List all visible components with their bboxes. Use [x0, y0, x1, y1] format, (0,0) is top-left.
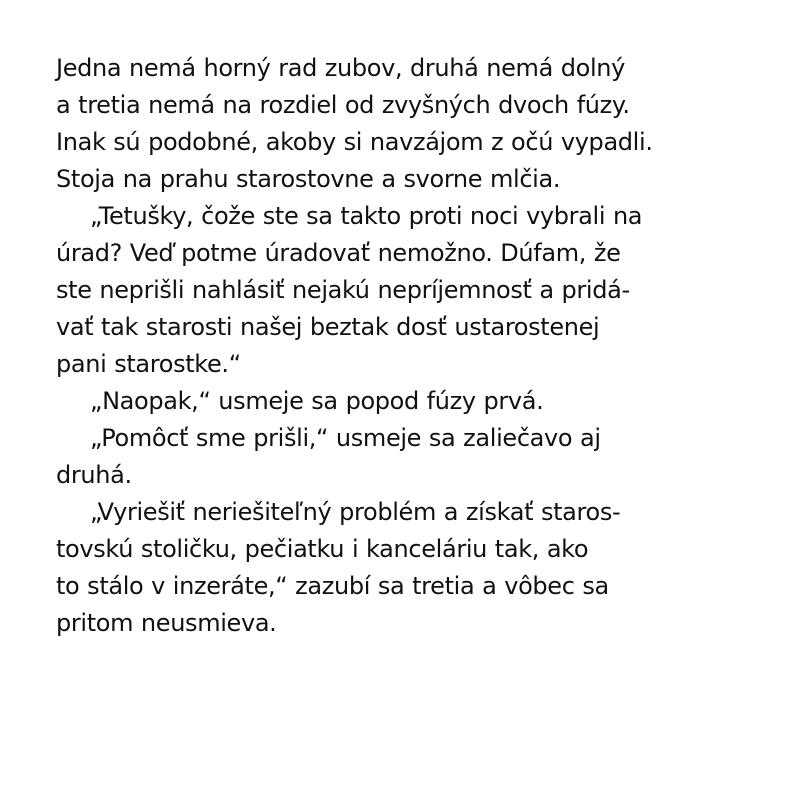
text-line: pani starostke.“ — [56, 350, 241, 378]
text-line: to stálo v inzeráte,“ zazubí sa tretia a vôbec sa — [56, 572, 609, 600]
text-line: úrad? Veď potme úradovať nemožno. Dúfam, že — [56, 239, 621, 267]
text-line: ste neprišli nahlásiť nejakú nepríjemnosť a pridá- — [56, 276, 630, 304]
paragraph-2 — [56, 198, 756, 383]
paragraph-5 — [56, 494, 756, 642]
text-line: druhá. — [56, 461, 132, 489]
story-text — [56, 50, 756, 642]
text-line: „Vyriešiť neriešiteľný problém a získať staros- — [90, 498, 621, 526]
text-line: vať tak starosti našej beztak dosť ustarostenej — [56, 313, 600, 341]
text-line: „Pomôcť sme prišli,“ usmeje sa zaliečavo aj — [90, 424, 601, 452]
text-line: Inak sú podobné, akoby si navzájom z očú vypadli. — [56, 128, 653, 156]
text-line: a tretia nemá na rozdiel od zvyšných dvoch fúzy. — [56, 91, 630, 119]
text-line: pritom neusmieva. — [56, 609, 277, 637]
paragraph-1 — [56, 50, 756, 198]
text-line: tovskú stoličku, pečiatku i kanceláriu tak, ako — [56, 535, 589, 563]
text-line: Stoja na prahu starostovne a svorne mlčia. — [56, 165, 561, 193]
paragraph-4 — [56, 420, 756, 494]
text-line: „Naopak,“ usmeje sa popod fúzy prvá. — [90, 387, 544, 415]
text-line: Jedna nemá horný rad zubov, druhá nemá dolný — [56, 54, 625, 82]
text-line: „Tetušky, čože ste sa takto proti noci vybrali na — [90, 202, 643, 230]
paragraph-3 — [56, 383, 756, 420]
